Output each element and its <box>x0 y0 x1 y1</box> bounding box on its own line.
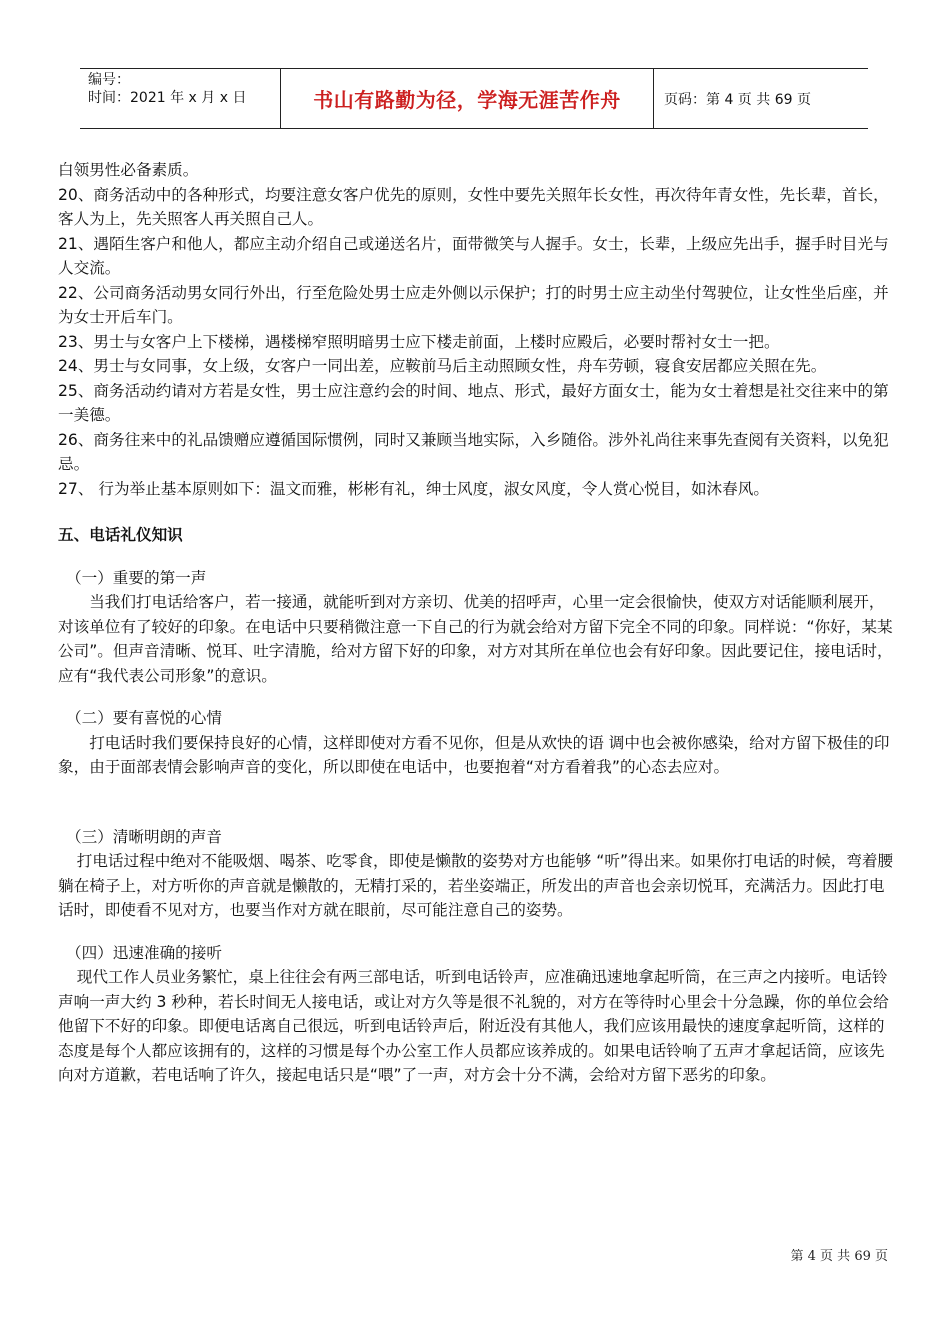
page-footer: 第 4 页 共 69 页 <box>790 1249 888 1264</box>
subsection-3-title: （三）清晰明朗的声音 <box>66 827 222 846</box>
serial-label: 编号： <box>88 72 130 88</box>
list-item-25: 25、商务活动约请对方若是女性，男士应注意约会的时间、地点、形式，最好方面女士，能为女士着想是社交往来中的第一美德。 <box>58 381 889 424</box>
subsection-4-title: （四）迅速准确的接听 <box>66 943 222 962</box>
header-table <box>80 68 868 129</box>
intro-line: 白领男性必备素质。 <box>58 161 199 179</box>
section-title: 五、电话礼仪知识 <box>58 526 183 544</box>
subsection-1-text: 当我们打电话给客户，若一接通，就能听到对方亲切、优美的招呼声，心里一定会很愉快，使双方对话能顺利展开，对该单位有了较好的印象。在电话中只要稍微注意一下自己的行为就会给对方留下完全不同的印象。同样说：“你好，某某公司”。但声音清晰、悦耳、吐字清脆，给对方留下好的印象，对方对其所在单位也会有好印象。因此要记住，接电话时，应有“我代表公司形象”的意识。 <box>58 593 893 685</box>
subsection-2-title: （二）要有喜悦的心情 <box>66 709 222 727</box>
list-item-23: 23、男士与女客户上下楼梯，遇楼梯窄照明暗男士应下楼走前面，上楼时应殿后，必要时帮衬女士一把。 <box>58 332 780 351</box>
date-label: 时间：2021 年 x 月 x 日 <box>88 90 247 106</box>
list-item-20: 20、商务活动中的各种形式，均要注意女客户优先的原则，女性中要先关照年长女性，再次待年青女性，先长辈，首长，客人为上，先关照客人再关照自己人。 <box>58 185 889 228</box>
header-meta <box>80 69 280 128</box>
subsection-2-text: 打电话时我们要保持良好的心情，这样即使对方看不见你，但是从欢快的语 调中也会被你感染，给对方留下极佳的印象，由于面部表情会影响声音的变化，所以即使在电话中，也要抱着“对方看着我”的心态去应对。 <box>58 733 890 776</box>
list-item-24: 24、男士与女同事，女上级，女客户一同出差，应鞍前马后主动照顾女性，舟车劳顿，寝食安居都应关照在先。 <box>58 357 827 375</box>
list-item-26: 26、商务往来中的礼品馈赠应遵循国际惯例，同时又兼顾当地实际，入乡随俗。涉外礼尚往来事先查阅有关资料，以免犯忌。 <box>58 430 889 473</box>
list-item-27: 27、 行为举止基本原则如下：温文而雅，彬彬有礼，绅士风度，淑女风度，令人赏心悦目，如沐春风。 <box>58 479 769 498</box>
header-page-info: 页码：第 4 页 共 69 页 <box>664 91 811 108</box>
subsection-3-text: 打电话过程中绝对不能吸烟、喝茶、吃零食，即使是懒散的姿势对方也能够 “听”得出来。如果你打电话的时候，弯着腰躺在椅子上，对方听你的声音就是懒散的，无精打采的，若坐姿端正，所发出的声音也会亲切悦耳，充满活力。因此打电话时，即使看不见对方，也要当作对方就在眼前，尽可能注意自己的姿势。 <box>58 852 894 919</box>
list-item-21: 21、遇陌生客户和他人，都应主动介绍自己或递送名片，面带微笑与人握手。女士，长辈，上级应先出手，握手时目光与人交流。 <box>58 234 889 277</box>
subsection-1-title: （一）重要的第一声 <box>66 568 207 587</box>
subsection-4-text: 现代工作人员业务繁忙，桌上往往会有两三部电话，听到电话铃声，应准确迅速地拿起听筒，在三声之内接听。电话铃声响一声大约 3 秒种，若长时间无人接电话，或让对方久等是很不礼貌的，对方在等待时心里会十分急躁，你的单位会给他留下不好的印象。即便电话离自己很远，听到电话铃声后，附近没有其他人，我们应该用最快的速度拿起听筒，这样的态度是每个人都应该拥有的，这样的习惯是每个办公室工作人员都应该养成的。如果电话铃响了五声才拿起话筒，应该先向对方道歉，若电话响了许久，接起电话只是“喂”了一声，对方会十分不满，会给对方留下恶劣的印象。 <box>58 968 889 1084</box>
document-body <box>58 158 894 1088</box>
list-item-22: 22、公司商务活动男女同行外出，行至危险处男士应走外侧以示保护；打的时男士应主动坐付驾驶位，让女性坐后座，并为女士开后车门。 <box>58 283 889 326</box>
header-motto: 书山有路勤为径，学海无涯苦作舟 <box>280 69 654 128</box>
